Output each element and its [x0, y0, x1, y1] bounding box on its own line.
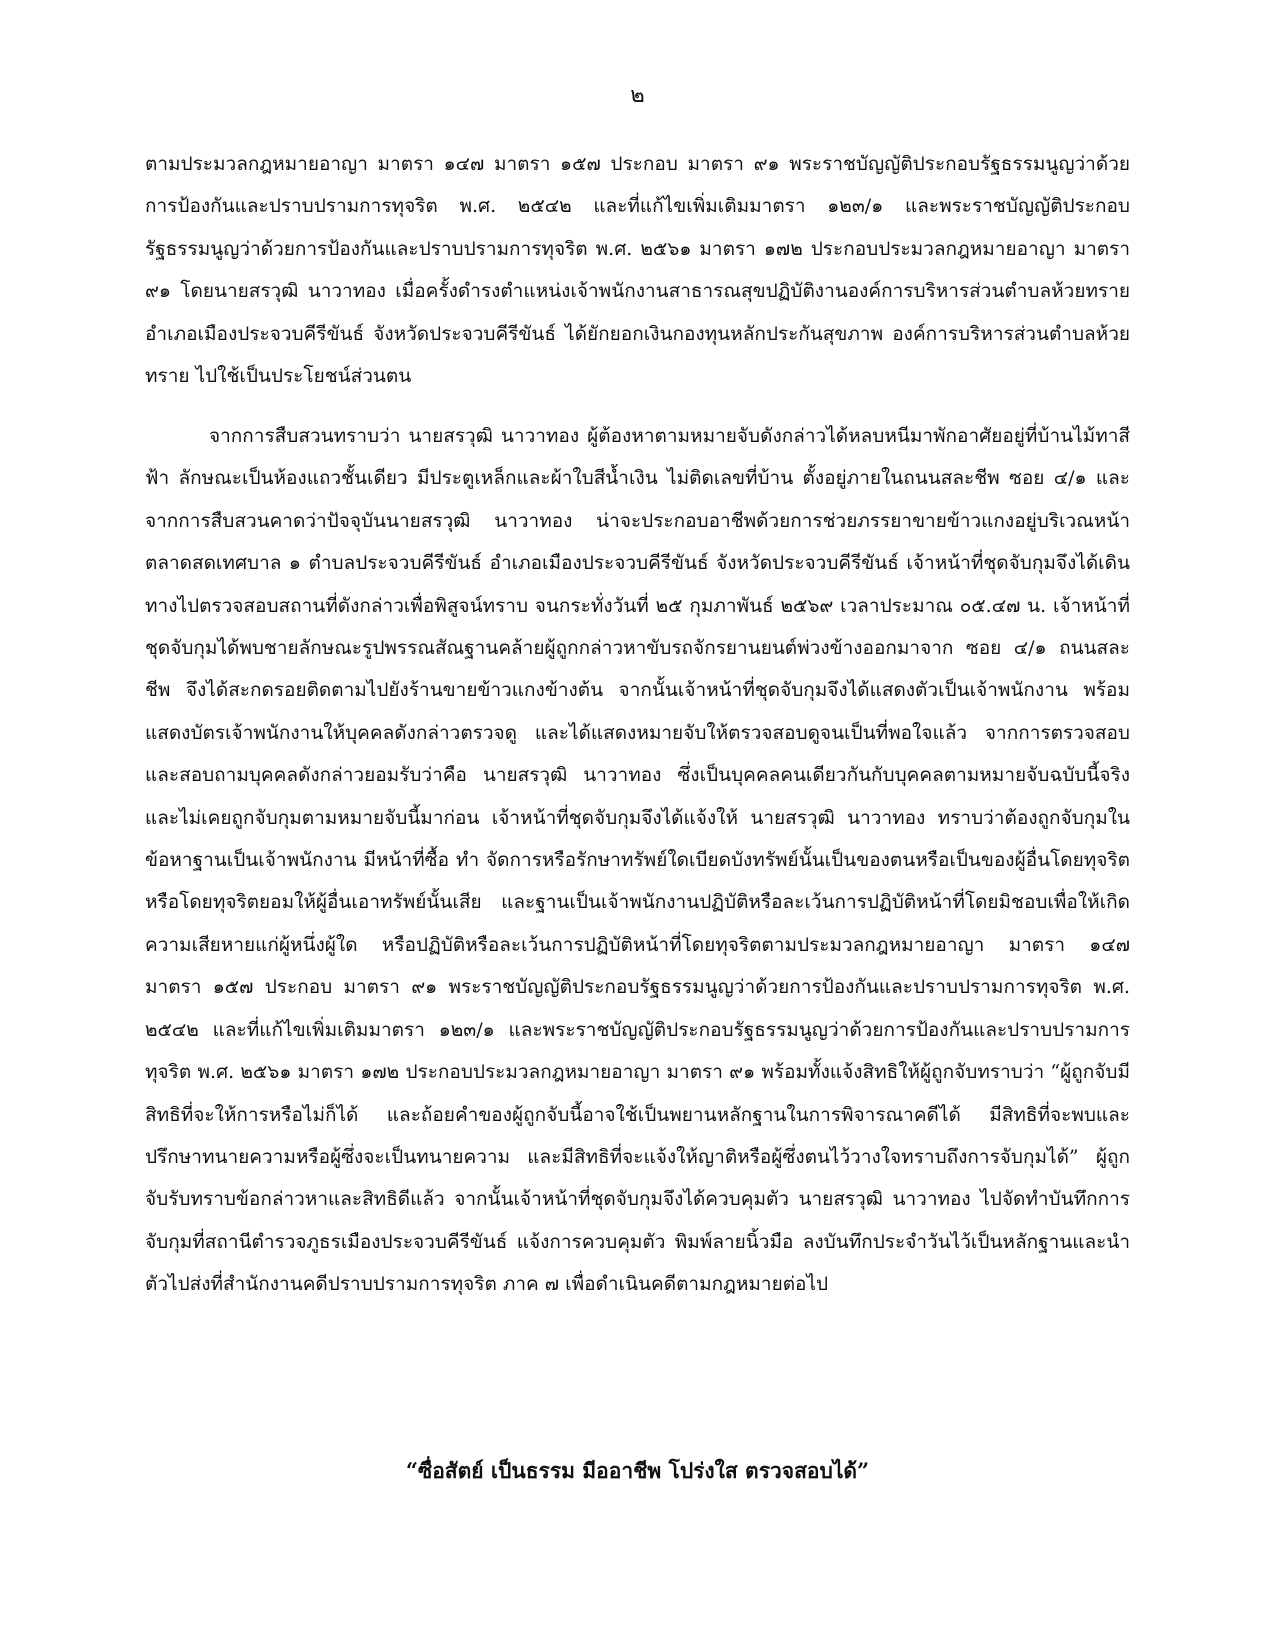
paragraph-2: จากการสืบสวนทราบว่า นายสรวุฒิ นาวาทอง ผู้ต้องหาตามหมายจับดังกล่าวได้หลบหนีมาพักอาศัยอยู่ที่บ้านไม้ทาสีฟ้า ลักษณะเป็นห้องแถวชั้นเดียว มีประตูเหล็กและผ้าใบสีน้ำเงิน ไม่ติดเลขที่บ้าน ตั้งอยู่ภายในถนนสละชีพ ซอย ๔/๑ และจากการสืบสวนคาดว่าปัจจุบันนายสรวุฒิ นาวาทอง น่าจะประกอบอาชีพด้วยการช่วยภรรยาขายข้าวแกงอยู่บริเวณหน้าตลาดสดเทศบาล ๑ ตำบลประจวบคีรีขันธ์ อำเภอเมืองประจวบคีรีขันธ์ จังหวัดประจวบคีรีขันธ์ เจ้าหน้าที่ชุดจับกุมจึงได้เดินทางไปตรวจสอบสถานที่ดังกล่าวเพื่อพิสูจน์ทราบ จนกระทั่งวันที่ ๒๕ กุมภาพันธ์ ๒๕๖๙ เวลาประมาณ ๐๕.๔๗ น. เจ้าหน้าที่ชุดจับกุมได้พบชายลักษณะรูปพรรณสัณฐานคล้ายผู้ถูกกล่าวหาขับรถจักรยานยนต์พ่วงข้างออกมาจาก ซอย ๔/๑ ถนนสละชีพ จึงได้สะกดรอยติดตามไปยังร้านขายข้าวแกงข้างต้น จากนั้นเจ้าหน้าที่ชุดจับกุมจึงได้แสดงตัวเป็นเจ้าพนักงาน พร้อมแสดงบัตรเจ้าพนักงานให้บุคคลดังกล่าวตรวจดู และได้แสดงหมายจับให้ตรวจสอบดูจนเป็นที่พอใจแล้ว จากการตรวจสอบและสอบถามบุคคลดังกล่าวยอมรับว่าคือ นายสรวุฒิ นาวาทอง ซึ่งเป็นบุคคลคนเดียวกันกับบุคคลตามหมายจับฉบับนี้จริง และไม่เคยถูกจับกุมตามหมายจับนี้มาก่อน เจ้าหน้าที่ชุดจับกุมจึงได้แจ้งให้ นายสรวุฒิ นาวาทอง ทราบว่าต้องถูกจับกุมในข้อหาฐานเป็นเจ้าพนักงาน มีหน้าที่ซื้อ ทำ จัดการหรือรักษาทรัพย์ใดเบียดบังทรัพย์นั้นเป็นของตนหรือเป็นของผู้อื่นโดยทุจริตหรือโดยทุจริตยอมให้ผู้อื่นเอาทรัพย์นั้นเสีย และฐานเป็นเจ้าพนักงานปฏิบัติหรือละเว้นการปฏิบัติหน้าที่โดยมิชอบเพื่อให้เกิดความเสียหายแก่ผู้หนึ่งผู้ใด หรือปฏิบัติหรือละเว้นการปฏิบัติหน้าที่โดยทุจริตตามประมวลกฎหมายอาญา มาตรา ๑๔๗ มาตรา ๑๕๗ ประกอบ มาตรา ๙๑ พระราชบัญญัติประกอบรัฐธรรมนูญว่าด้วยการป้องกันและปราบปรามการทุจริต พ.ศ. ๒๕๔๒ และที่แก้ไขเพิ่มเติมมาตรา ๑๒๓/๑ และพระราชบัญญัติประกอบรัฐธรรมนูญว่าด้วยการป้องกันและปราบปรามการทุจริต พ.ศ. ๒๕๖๑ มาตรา ๑๗๒ ประกอบประมวลกฎหมายอาญา มาตรา ๙๑ พร้อมทั้งแจ้งสิทธิให้ผู้ถูกจับทราบว่า “ผู้ถูกจับมีสิทธิที่จะให้การหรือไม่ก็ได้ และถ้อยคำของผู้ถูกจับนี้อาจใช้เป็นพยานหลักฐานในการพิจารณาคดีได้ มีสิทธิที่จะพบและปรึกษาทนายความหรือผู้ซึ่งจะเป็นทนายความ และมีสิทธิที่จะแจ้งให้ญาติหรือผู้ซึ่งตนไว้วางใจทราบถึงการจับกุมได้” ผู้ถูกจับรับทราบข้อกล่าวหาและสิทธิดีแล้ว จากนั้นเจ้าหน้าที่ชุดจับกุมจึงได้ควบคุมตัว นายสรวุฒิ นาวาทอง ไปจัดทำบันทึกการจับกุมที่สถานีตำรวจภูธรเมืองประจวบคีรีขันธ์ แจ้งการควบคุมตัว พิมพ์ลายนิ้วมือ ลงบันทึกประจำวันไว้เป็นหลักฐานและนำตัวไปส่งที่สำนักงานคดีปราบปรามการทุจริต ภาค ๗ เพื่อดำเนินคดีตามกฎหมายต่อไป [145, 425, 1130, 1296]
page-number: ๒ [630, 83, 645, 108]
motto: “ซื่อสัตย์ เป็นธรรม มีออาชีพ โปร่งใส ตรวจสอบได้” [405, 1458, 870, 1483]
paragraph-1: ตามประมวลกฎหมายอาญา มาตรา ๑๔๗ มาตรา ๑๕๗ ประกอบ มาตรา ๙๑ พระราชบัญญัติประกอบรัฐธรรมนูญว่าด้วยการป้องกันและปราบปรามการทุจริต พ.ศ. ๒๕๔๒ และที่แก้ไขเพิ่มเติมมาตรา ๑๒๓/๑ และพระราชบัญญัติประกอบรัฐธรรมนูญว่าด้วยการป้องกันและปราบปรามการทุจริต พ.ศ. ๒๕๖๑ มาตรา ๑๗๒ ประกอบประมวลกฎหมายอาญา มาตรา ๙๑ โดยนายสรวุฒิ นาวาทอง เมื่อครั้งดำรงตำแหน่งเจ้าพนักงานสาธารณสุขปฏิบัติงานองค์การบริหารส่วนตำบลห้วยทราย อำเภอเมืองประจวบคีรีขันธ์ จังหวัดประจวบคีรีขันธ์ ได้ยักยอกเงินกองทุนหลักประกันสุขภาพ องค์การบริหารส่วนตำบลห้วยทราย ไปใช้เป็นประโยชน์ส่วนตน [145, 153, 1130, 388]
